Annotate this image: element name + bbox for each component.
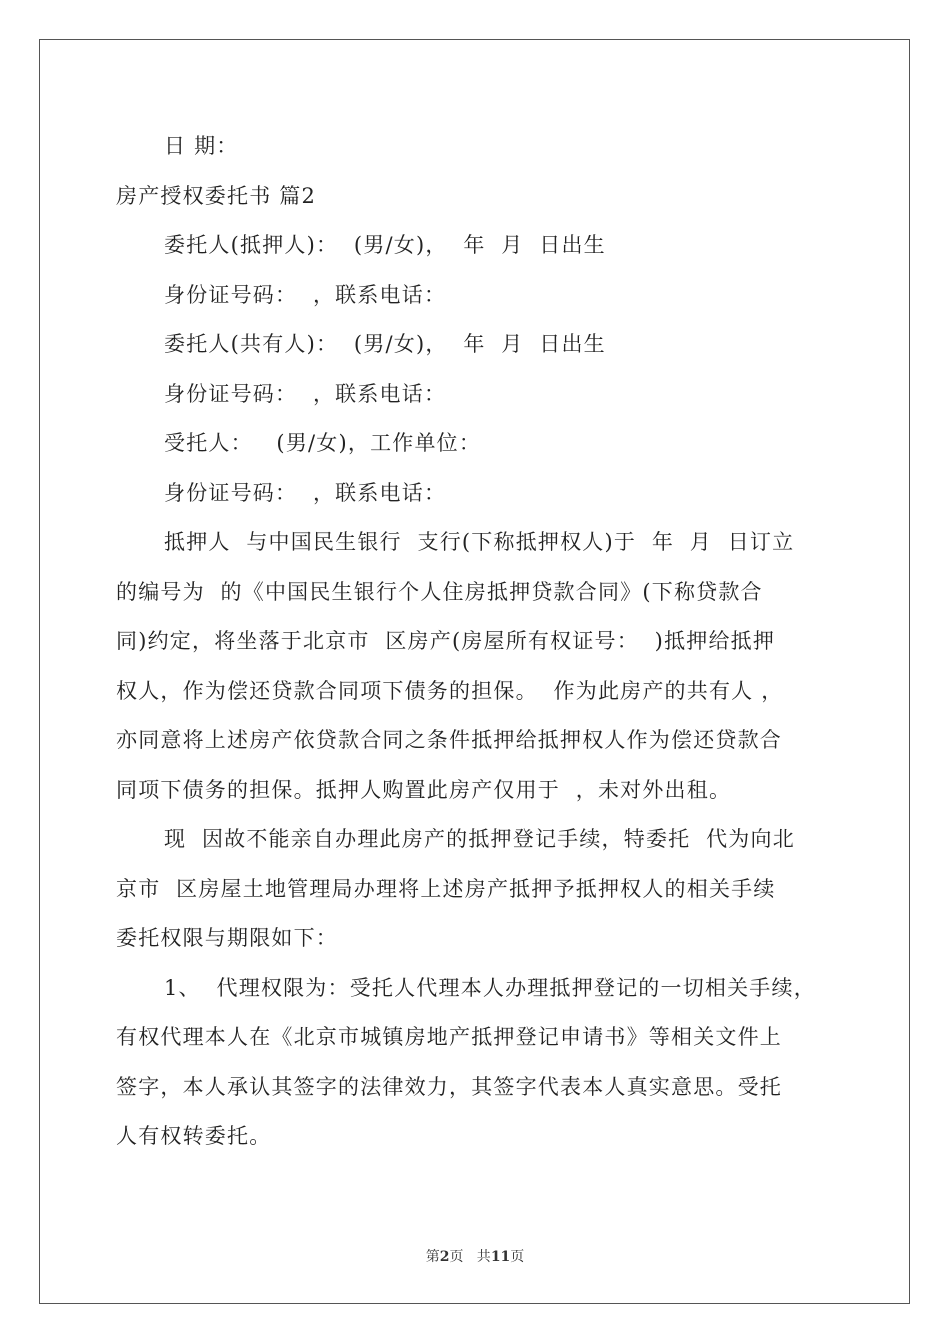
footer-prefix: 第 — [425, 1249, 440, 1265]
page-number: 2 — [439, 1249, 450, 1265]
paragraph-line: 1、 代理权限为：受托人代理本人办理抵押登记的一切相关手续， — [164, 975, 816, 1000]
footer-suffix: 页 — [510, 1249, 525, 1265]
document-body — [116, 122, 836, 1162]
paragraph-line: 的编号为 的《中国民生银行个人住房抵押贷款合同》(下称贷款合 — [116, 579, 763, 604]
paragraph-line: 抵押人 与中国民生银行 支行(下称抵押权人)于 年 月 日订立 — [164, 530, 795, 554]
paragraph-line: 亦同意将上述房产依贷款合同之条件抵押给抵押权人作为偿还贷款合 — [116, 728, 782, 752]
paragraph-line: 签字，本人承认其签字的法律效力，其签字代表本人真实意思。受托 — [116, 1074, 782, 1099]
paragraph-mortgage — [116, 518, 836, 815]
paragraph-authority — [116, 964, 836, 1162]
field-line: 受托人： (男/女)，工作单位： — [164, 431, 482, 455]
paragraph-line: 有权代理本人在《北京市城镇房地产抵押登记申请书》等相关文件上 — [116, 1025, 782, 1049]
page-footer — [0, 1246, 950, 1266]
paragraph-line: 委托权限与期限如下： — [116, 926, 338, 950]
paragraph-line: 同项下债务的担保。抵押人购置此房产仅用于 ，未对外出租。 — [116, 777, 732, 802]
field-line: 委托人(抵押人)： (男/女)， 年 月 日出生 — [164, 233, 606, 257]
field-line: 委托人(共有人)： (男/女)， 年 月 日出生 — [164, 332, 606, 356]
date-label: 日 期： — [164, 134, 239, 158]
paragraph-line: 京市 区房屋土地管理局办理将上述房产抵押予抵押权人的相关手续 — [116, 876, 776, 901]
paragraph-line: 同)约定，将坐落于北京市 区房产(房屋所有权证号： )抵押给抵押 — [116, 629, 776, 653]
paragraph-line: 权人，作为偿还贷款合同项下债务的担保。 作为此房产的共有人 ， — [116, 678, 784, 703]
paragraph-line: 人有权转委托。 — [116, 1124, 272, 1148]
field-line: 身份证号码： ，联系电话： — [164, 381, 447, 406]
field-line: 身份证号码： ，联系电话： — [164, 480, 447, 505]
paragraph-line: 现 因故不能亲自办理此房产的抵押登记手续，特委托 代为向北 — [164, 827, 795, 851]
section-title: 房产授权委托书 篇2 — [116, 183, 317, 208]
total-pages: 11 — [490, 1249, 511, 1265]
paragraph-entrustment — [116, 815, 836, 964]
footer-mid: 页 共 — [449, 1249, 491, 1265]
field-line: 身份证号码： ，联系电话： — [164, 282, 447, 307]
